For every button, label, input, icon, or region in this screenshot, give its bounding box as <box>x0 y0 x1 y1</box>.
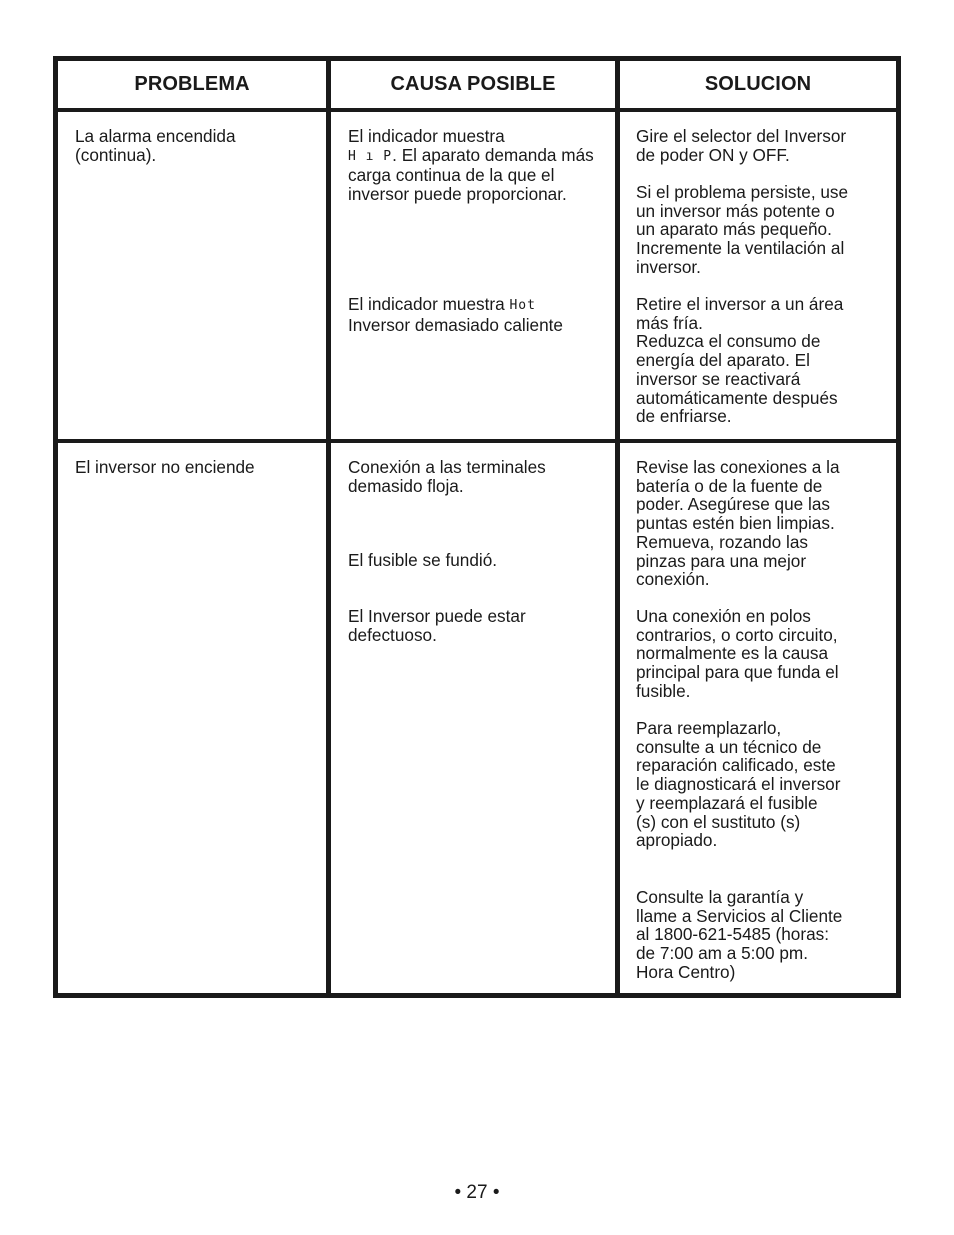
header-solution <box>620 61 896 108</box>
row2-solution-2: Una conexión en polos contrarios, o corto circuito, normalmente es la causa principal para que funda el fusible. <box>636 606 839 701</box>
row2-solution-4: Consulte la garantía y llame a Servicios al Cliente al 1800-621-5485 (horas: de 7:00 am a 5:00 pm. Hora Centro) <box>636 887 843 982</box>
row2-cause-3: El Inversor puede estar defectuoso. <box>348 606 526 645</box>
row2-solution-1: Revise las conexiones a la batería o de la fuente de poder. Asegúrese que las puntas estén bien limpias. Remueva, rozando las pinzas para una mejor conexión. <box>636 457 840 590</box>
header-problem-label: PROBLEMA <box>134 73 250 95</box>
header-cause <box>331 61 615 108</box>
row1-solution-cell <box>620 112 896 439</box>
row2-cause-2: El fusible se fundió. <box>348 550 498 570</box>
row1-problem-cell <box>58 112 326 439</box>
row2-problem: El inversor no enciende <box>75 457 255 477</box>
row1-cause-1 <box>348 127 613 204</box>
row1-solution-3: Retire el inversor a un área más fría. Reduzca el consumo de energía del aparato. El inversor se reactivará automáticamente después de enfriarse. <box>636 294 844 427</box>
page-number: • 27 • <box>454 1182 500 1203</box>
row1-cause-2-text: Inversor demasiado caliente <box>348 314 563 335</box>
header-problem <box>58 61 326 108</box>
hip-display-code: H ı P <box>348 148 393 164</box>
troubleshooting-table <box>53 56 901 998</box>
row1-cause-1-prefix: El indicador muestra <box>348 126 505 146</box>
row1-solution-1: Gire el selector del Inversor de poder ON y OFF. <box>636 126 847 165</box>
row2-problem-cell <box>58 443 326 993</box>
row2-solution-cell <box>620 443 896 993</box>
row1-cause-cell <box>331 112 615 439</box>
header-solution-label: SOLUCION <box>704 73 812 95</box>
row1-problem: La alarma encendida (continua). <box>75 126 236 165</box>
row2-cause-cell <box>331 443 615 993</box>
header-cause-label: CAUSA POSIBLE <box>390 73 556 95</box>
row2-solution-3: Para reemplazarlo, consulte a un técnico de reparación calificado, este le diagnosticará el inversor y reemplazará el fusible (s) con el sustituto (s) apropiado. <box>636 718 841 851</box>
row1-cause-2 <box>348 295 613 334</box>
hot-display-code: Hot <box>509 298 536 313</box>
row1-cause-2-prefix: El indicador muestra <box>348 294 510 314</box>
row2-cause-1: Conexión a las terminales demasido floja. <box>348 457 546 496</box>
row1-solution-2: Si el problema persiste, use un inversor más potente o un aparato más pequeño. Incremente la ventilación al inversor. <box>636 182 849 277</box>
row1-cause-1-text: . El aparato demanda más carga continua de la que el inversor puede proporcionar. <box>348 144 594 205</box>
